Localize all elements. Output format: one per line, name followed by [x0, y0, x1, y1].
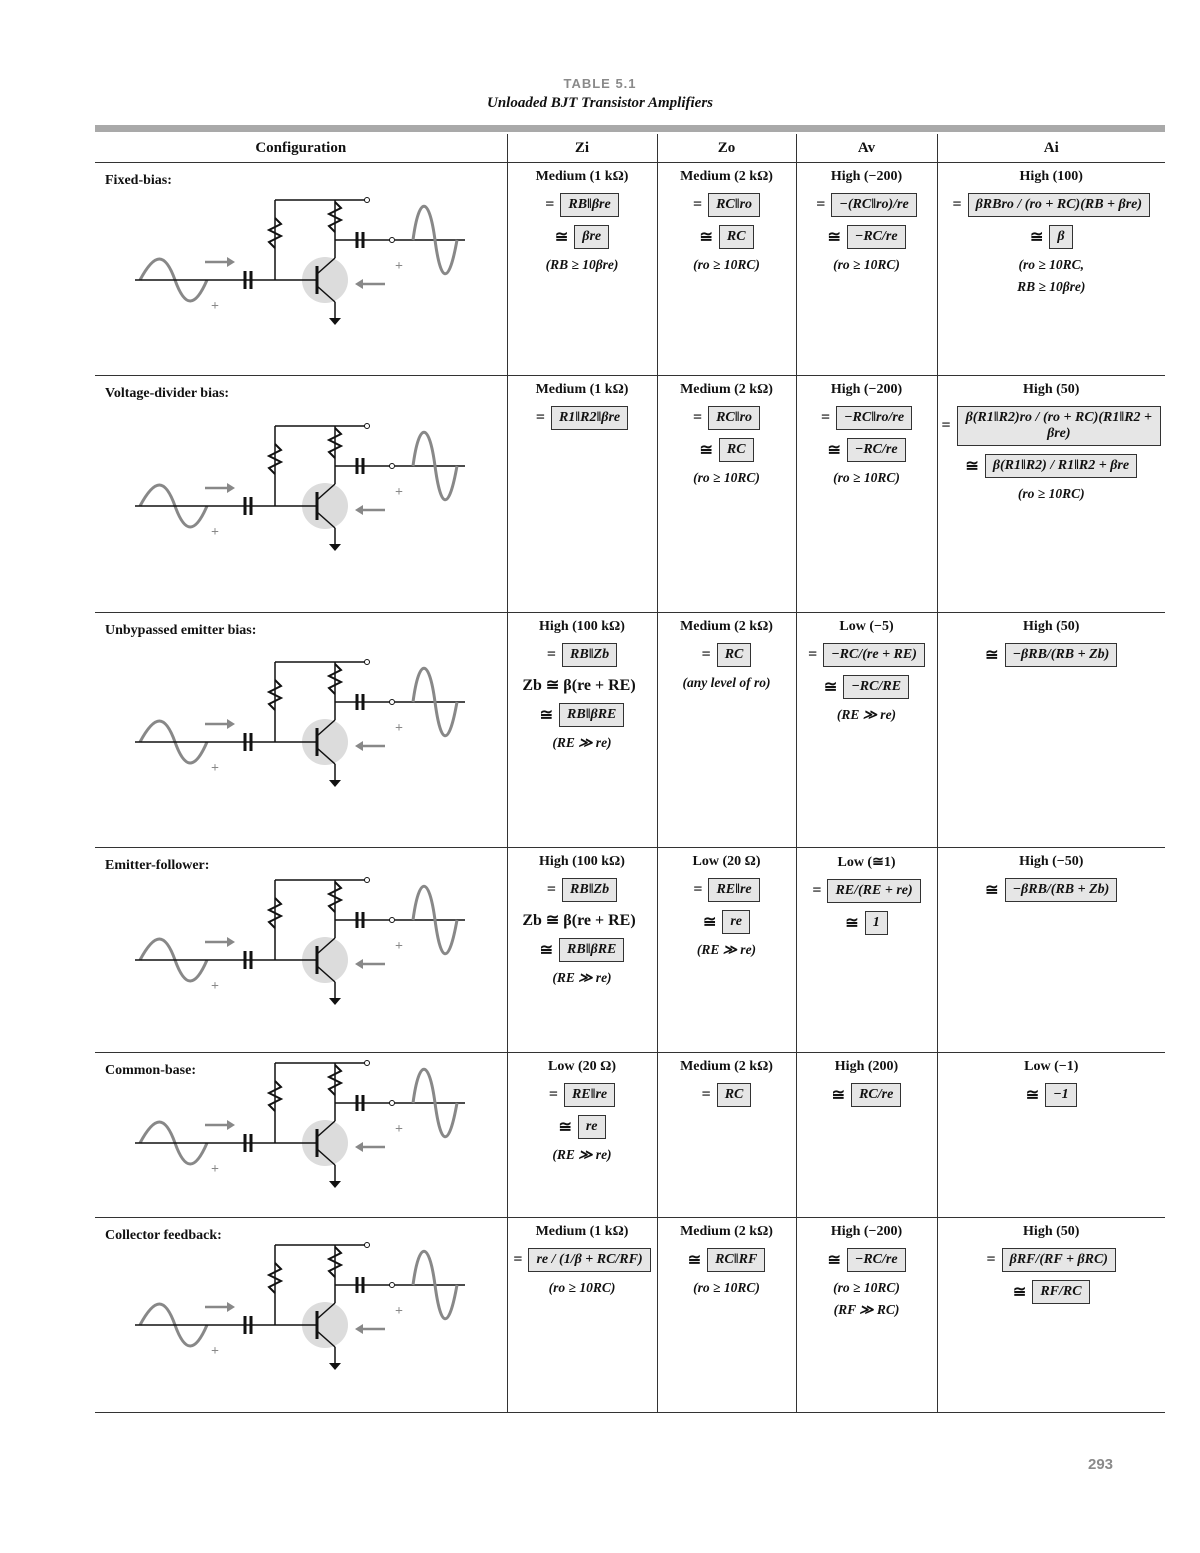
formula-box: RF/RC — [1032, 1280, 1089, 1304]
formula-box: −1 — [1045, 1083, 1076, 1107]
relation-symbol: = — [701, 1086, 711, 1103]
av-cell — [796, 848, 937, 1053]
configuration-name: Collector feedback: — [105, 1228, 222, 1243]
cell-level: Medium (2 kΩ) — [680, 619, 773, 634]
ai-cell — [937, 376, 1165, 613]
condition-text: (any level of ro) — [682, 675, 771, 690]
relation-symbol: ≅ — [1012, 1284, 1027, 1301]
configuration-name: Voltage-divider bias: — [105, 386, 230, 401]
condition-text: (RB ≥ 10βre) — [545, 257, 619, 272]
configuration-cell — [95, 1218, 507, 1413]
condition-text: (RE ≫ re) — [552, 735, 612, 750]
circuit-diagram — [95, 163, 507, 375]
relation-symbol: ≅ — [985, 647, 999, 664]
zi-cell — [507, 613, 657, 848]
cell-level: High (−200) — [830, 169, 903, 184]
cell-level: Low (≅1) — [837, 855, 896, 870]
ai-cell — [937, 163, 1165, 376]
relation-symbol: ≅ — [965, 458, 979, 475]
relation-symbol: Zb ≅ β(re + RE) — [522, 677, 636, 694]
cell-level: Low (−1) — [1024, 1059, 1079, 1074]
formula-row — [801, 406, 933, 430]
relation-symbol: ≅ — [687, 1252, 702, 1269]
formula-box: RC‖RF — [707, 1248, 765, 1272]
formula-box: β — [1049, 225, 1072, 249]
cell-level: High (50) — [1023, 619, 1080, 634]
zo-cell — [657, 1218, 796, 1413]
condition-text: (ro ≥ 10RC) — [693, 470, 760, 485]
formula-box: −RC/re — [847, 1248, 906, 1272]
relation-symbol: ≅ — [827, 229, 841, 246]
cell-level: High (−200) — [830, 1224, 903, 1239]
formula-row — [512, 910, 653, 930]
svg-text:+: + — [211, 299, 219, 314]
cell-level: Medium (2 kΩ) — [680, 382, 773, 397]
formula-row — [662, 438, 792, 462]
formula-box: RB‖βRE — [559, 703, 624, 727]
formula-box: 1 — [865, 911, 888, 935]
relation-symbol: ≅ — [1025, 1087, 1040, 1104]
column-header-zi: Zi — [507, 134, 657, 163]
formula-row — [662, 1083, 792, 1107]
formula-box: RC‖ro — [708, 193, 760, 217]
cell-level: Low (20 Ω) — [692, 854, 761, 869]
condition-text: (ro ≥ 10RC, — [1018, 257, 1085, 272]
formula-row — [662, 1248, 792, 1272]
formula-box: RE‖re — [708, 878, 759, 902]
relation-symbol: ≅ — [699, 229, 713, 246]
formula-box: βre — [574, 225, 609, 249]
relation-symbol: = — [692, 409, 703, 426]
relation-symbol: = — [513, 1251, 523, 1268]
formula-row — [942, 1083, 1162, 1107]
relation-symbol: = — [692, 196, 703, 213]
formula-box: RC — [719, 225, 754, 249]
svg-text:+: + — [211, 1344, 219, 1359]
formula-box: RB‖βre — [560, 193, 618, 217]
condition-text: (RE ≫ re) — [696, 942, 757, 957]
svg-text:+: + — [395, 1304, 403, 1319]
relation-symbol: ≅ — [845, 915, 859, 932]
relation-symbol: ≅ — [1029, 229, 1044, 246]
formula-box: RC — [717, 643, 752, 667]
table-row — [95, 163, 1165, 376]
formula-box: −(RC‖ro)/re — [831, 193, 916, 217]
formula-row — [512, 878, 653, 902]
table-title: Unloaded BJT Transistor Amplifiers — [487, 95, 713, 111]
formula-box: β(R1‖R2)ro / (ro + RC)(R1‖R2 + βre) — [957, 406, 1161, 446]
svg-text:+: + — [211, 1162, 219, 1177]
formula-box: RB‖Zb — [562, 878, 617, 902]
relation-symbol: = — [546, 881, 557, 898]
formula-row — [662, 643, 792, 667]
zo-cell — [657, 163, 796, 376]
formula-row — [801, 643, 933, 667]
column-header-configuration: Configuration — [95, 134, 507, 163]
formula-row — [512, 193, 653, 217]
formula-row — [801, 675, 933, 699]
cell-level: Medium (1 kΩ) — [535, 1224, 629, 1239]
amplifier-table — [95, 134, 1165, 1413]
circuit-diagram — [95, 376, 507, 612]
page-number: 293 — [1088, 1456, 1114, 1473]
table-header-row — [95, 134, 1165, 163]
ai-cell — [937, 1053, 1165, 1218]
cell-level: High (100) — [1019, 169, 1083, 184]
formula-box: −βRB/(RB + Zb) — [1005, 878, 1118, 902]
column-header-av: Av — [796, 134, 937, 163]
circuit-diagram — [95, 848, 507, 1052]
relation-symbol: = — [546, 646, 557, 663]
cell-level: Medium (2 kΩ) — [680, 1224, 773, 1239]
zi-cell — [507, 1053, 657, 1218]
condition-text: (ro ≥ 10RC) — [833, 470, 900, 485]
table-row — [95, 1218, 1165, 1413]
av-cell — [796, 376, 937, 613]
formula-box: RE‖re — [564, 1083, 615, 1107]
formula-row — [801, 438, 933, 462]
cell-level: Medium (2 kΩ) — [680, 169, 773, 184]
cell-level: Medium (1 kΩ) — [535, 169, 629, 184]
svg-text:+: + — [211, 761, 219, 776]
formula-box: βRBro / (ro + RC)(RB + βre) — [968, 193, 1150, 217]
configuration-cell — [95, 848, 507, 1053]
svg-text:+: + — [395, 1122, 403, 1137]
configuration-name: Emitter-follower: — [105, 858, 210, 873]
header-rule — [95, 125, 1165, 132]
formula-row — [942, 406, 1162, 446]
relation-symbol: = — [545, 196, 555, 213]
formula-row — [512, 703, 653, 727]
relation-symbol: = — [941, 417, 951, 434]
formula-row — [942, 1280, 1162, 1304]
formula-box: re — [722, 910, 750, 934]
formula-row — [662, 193, 792, 217]
formula-box: RC — [717, 1083, 752, 1107]
relation-symbol: ≅ — [554, 229, 569, 246]
formula-box: βRF/(RF + βRC) — [1002, 1248, 1116, 1272]
formula-row — [512, 406, 653, 430]
formula-row — [801, 911, 933, 935]
formula-row — [512, 225, 653, 249]
relation-symbol: = — [952, 196, 962, 213]
ai-cell — [937, 848, 1165, 1053]
table-caption — [0, 76, 1200, 112]
formula-row — [512, 938, 653, 962]
svg-text:+: + — [395, 939, 403, 954]
relation-symbol: = — [693, 881, 703, 898]
av-cell — [796, 163, 937, 376]
formula-row — [662, 910, 792, 934]
condition-text: (ro ≥ 10RC) — [693, 257, 760, 272]
svg-text:+: + — [395, 259, 403, 274]
formula-row — [942, 225, 1162, 249]
table-row — [95, 1053, 1165, 1218]
formula-box: RB‖Zb — [562, 643, 617, 667]
condition-text: (ro ≥ 10RC) — [833, 257, 900, 272]
svg-text:+: + — [211, 525, 219, 540]
relation-symbol: = — [816, 196, 826, 213]
formula-row — [512, 1248, 653, 1272]
cell-level: High (100 kΩ) — [539, 619, 625, 634]
formula-row — [942, 1248, 1162, 1272]
formula-row — [801, 193, 933, 217]
av-cell — [796, 1053, 937, 1218]
relation-symbol: ≅ — [702, 914, 717, 931]
formula-box: re / (1/β + RC/RF) — [528, 1248, 650, 1272]
configuration-name: Common-base: — [105, 1063, 196, 1078]
circuit-diagram — [95, 1218, 507, 1412]
relation-symbol: ≅ — [539, 942, 554, 959]
cell-level: High (−50) — [1019, 854, 1084, 869]
formula-box: RB‖βRE — [559, 938, 624, 962]
formula-box: RC/re — [851, 1083, 901, 1107]
svg-text:+: + — [395, 721, 403, 736]
table-row — [95, 376, 1165, 613]
zi-cell — [507, 376, 657, 613]
relation-symbol: ≅ — [827, 442, 841, 459]
formula-row — [801, 879, 933, 903]
configuration-cell — [95, 163, 507, 376]
formula-row — [512, 675, 653, 695]
configuration-name: Fixed-bias: — [105, 173, 172, 188]
relation-symbol: ≅ — [831, 1087, 846, 1104]
configuration-cell — [95, 613, 507, 848]
relation-symbol: = — [986, 1251, 996, 1268]
relation-symbol: Zb ≅ β(re + RE) — [522, 912, 636, 929]
cell-level: Low (−5) — [839, 619, 894, 634]
zi-cell — [507, 1218, 657, 1413]
condition-text: RB ≥ 10βre) — [1017, 279, 1086, 294]
formula-row — [942, 878, 1162, 902]
ai-cell — [937, 1218, 1165, 1413]
configuration-cell — [95, 1053, 507, 1218]
condition-text: (ro ≥ 10RC) — [1017, 486, 1085, 501]
formula-box: RC — [719, 438, 754, 462]
formula-row — [801, 1083, 933, 1107]
relation-symbol: ≅ — [558, 1119, 572, 1136]
formula-row — [942, 643, 1162, 667]
formula-row — [512, 643, 653, 667]
formula-box: −RC‖ro/re — [836, 406, 912, 430]
relation-symbol: ≅ — [539, 707, 554, 724]
formula-box: RC‖ro — [708, 406, 760, 430]
zo-cell — [657, 848, 796, 1053]
table-label: TABLE 5.1 — [563, 76, 637, 91]
table-row — [95, 613, 1165, 848]
cell-level: High (100 kΩ) — [539, 854, 625, 869]
cell-level: High (−200) — [830, 382, 903, 397]
svg-text:+: + — [395, 485, 403, 500]
column-header-ai: Ai — [937, 134, 1165, 163]
relation-symbol: = — [548, 1086, 558, 1103]
relation-symbol: = — [808, 646, 818, 663]
condition-text: (ro ≥ 10RC) — [833, 1280, 900, 1295]
ai-cell — [937, 613, 1165, 848]
svg-text:+: + — [211, 979, 219, 994]
zi-cell — [507, 848, 657, 1053]
formula-box: RE/(RE + re) — [827, 879, 920, 903]
circuit-diagram — [95, 613, 507, 847]
av-cell — [796, 1218, 937, 1413]
formula-box: −RC/RE — [843, 675, 909, 699]
relation-symbol: = — [701, 646, 711, 663]
relation-symbol: = — [812, 882, 822, 899]
formula-box: β(R1‖R2) / R1‖R2 + βre — [985, 454, 1137, 478]
cell-level: Medium (1 kΩ) — [535, 382, 629, 397]
condition-text: (RE ≫ re) — [552, 970, 612, 985]
formula-row — [801, 225, 933, 249]
condition-text: (ro ≥ 10RC) — [693, 1280, 760, 1295]
relation-symbol: = — [535, 409, 545, 426]
formula-row — [662, 878, 792, 902]
cell-level: High (200) — [834, 1059, 899, 1074]
formula-row — [512, 1115, 653, 1139]
formula-row — [942, 454, 1162, 478]
formula-box: −RC/re — [847, 438, 906, 462]
zo-cell — [657, 376, 796, 613]
configuration-name: Unbypassed emitter bias: — [105, 623, 257, 638]
condition-text: (RE ≫ re) — [836, 707, 897, 722]
formula-row — [801, 1248, 933, 1272]
configuration-cell — [95, 376, 507, 613]
formula-box: −RC/re — [847, 225, 906, 249]
zo-cell — [657, 1053, 796, 1218]
relation-symbol: ≅ — [985, 882, 999, 899]
cell-level: Low (20 Ω) — [548, 1059, 616, 1074]
table-row — [95, 848, 1165, 1053]
relation-symbol: ≅ — [823, 679, 838, 696]
zi-cell — [507, 163, 657, 376]
relation-symbol: ≅ — [827, 1252, 841, 1269]
formula-box: re — [578, 1115, 606, 1139]
condition-text: (RE ≫ re) — [552, 1147, 612, 1162]
formula-box: −RC/(re + RE) — [823, 643, 925, 667]
formula-box: −βRB/(RB + Zb) — [1005, 643, 1118, 667]
cell-level: High (50) — [1023, 382, 1080, 397]
formula-row — [512, 1083, 653, 1107]
formula-row — [942, 193, 1162, 217]
condition-text: (ro ≥ 10RC) — [548, 1280, 616, 1295]
zo-cell — [657, 613, 796, 848]
formula-row — [662, 406, 792, 430]
condition-text: (RF ≫ RC) — [833, 1302, 900, 1317]
relation-symbol: ≅ — [699, 442, 713, 459]
formula-box: R1‖R2‖βre — [551, 406, 628, 430]
formula-row — [662, 225, 792, 249]
cell-level: High (50) — [1023, 1224, 1080, 1239]
cell-level: Medium (2 kΩ) — [680, 1059, 773, 1074]
av-cell — [796, 613, 937, 848]
column-header-zo: Zo — [657, 134, 796, 163]
relation-symbol: = — [820, 409, 831, 426]
